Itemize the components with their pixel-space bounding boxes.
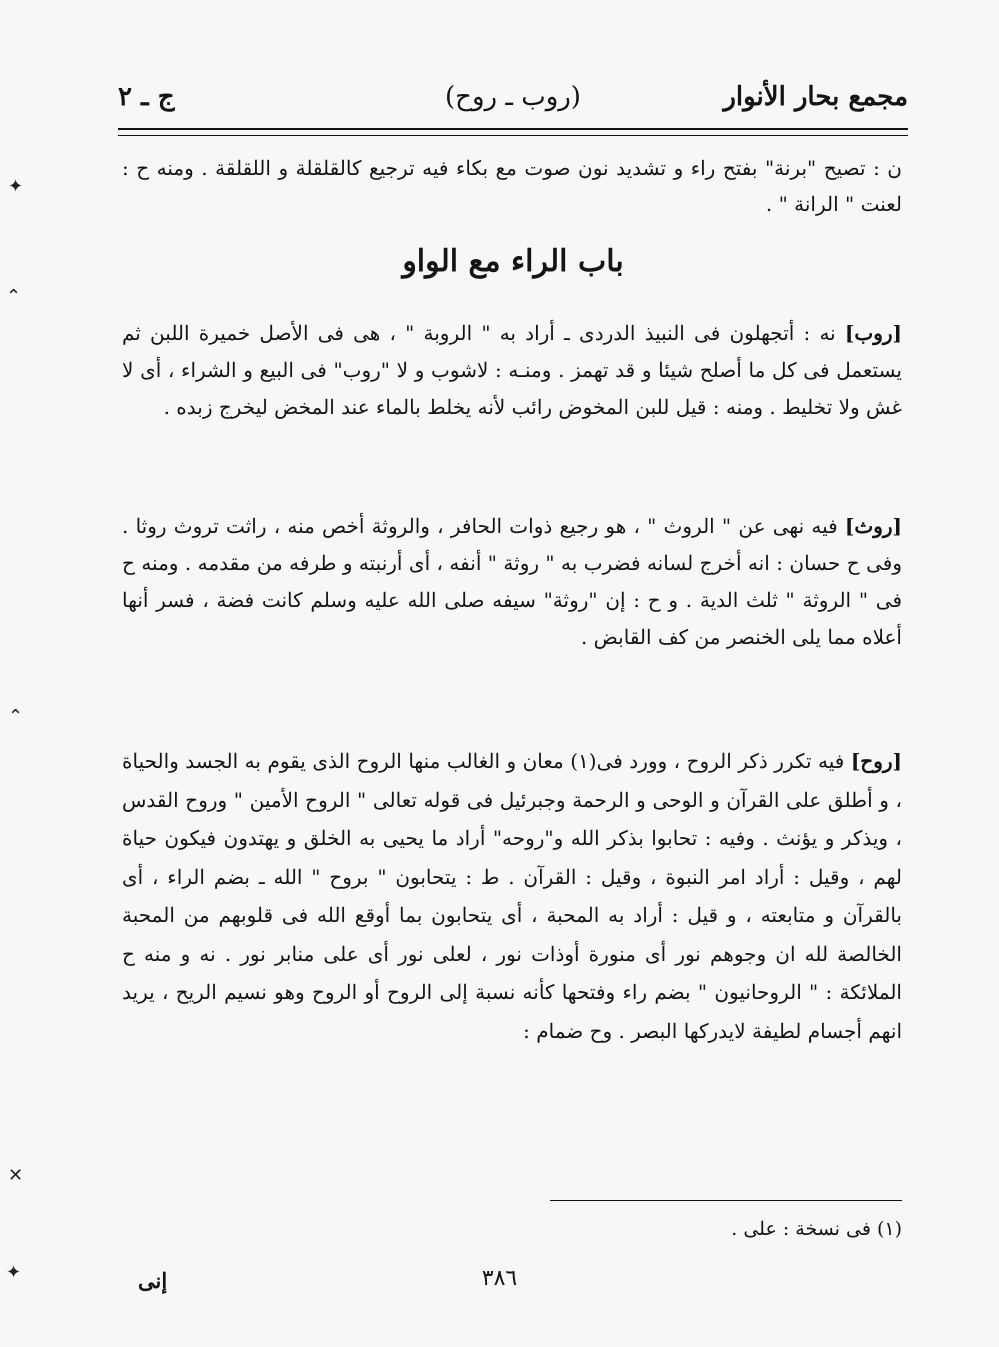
entry-keyword: [روح] [850,749,902,773]
footnote-rule [550,1200,902,1201]
entry-rawth [122,508,902,656]
entry-text: نه : أتجهلون فى النبيذ الدردى ـ أراد به " الروبة " ، هى فى الأصل خميرة اللبن ثم يستعمل فى كل ما أصلح شيئا و قد تهمز . ومنـه : لاشوب و لا "روب" فى البيع و الشراء ، أى لا غش ولا تخليط . ومنه : قيل للبن المخوض رائب لأنه يخلط بالماء عند المخض ليخرج زبده . [122,321,902,419]
entry-paragraph [122,315,902,426]
book-title: مجمع بحار الأنوار [723,82,908,112]
entry-keyword: [روث] [844,514,902,538]
page-number: ٣٨٦ [481,1266,518,1291]
chapter-title: باب الراء مع الواو [402,244,624,279]
intro-paragraph [122,150,902,222]
entry-text: فيه تكرر ذكر الروح ، وورد فى(١) معان و الغالب منها الروح الذى يقوم به الجسد والحياة ، و أطلق على القرآن و الوحى و الرحمة وجبرئيل فى قوله تعالى " الروح الأمين " وروح القدس ، ويذكر و يؤنث . وفيه : تحابوا بذكر الله و"روحه" أراد ما يحيى به الخلق و يهتدون فيكون حياة لهم ، وقيل : أراد امر النبوة ، وقيل : القرآن . ط : يتحابون " بروح " الله ـ بضم الراء ، أى بالقرآن و متابعته ، و قيل : أراد به المحبة ، أى يتحابون بما أوقع الله فى قلوبهم من المحبة الخالصة لله ان وجوهم نور أى منورة أوذات نور ، لعلى نور أى على منابر نور . نه و منه ح الملائكة : " الروحانيون " بضم راء وفتحها كأنه نسبة إلى الروح أو الروح وهو نسيم الريح ، يريد انهم أجسام لطيفة لايدركها البصر . وح ضمام : [122,749,902,1043]
entry-keyword: [روب] [844,321,902,345]
margin-cross-icon: ✕ [8,1165,24,1186]
entry-rawb [122,315,902,426]
entry-text: فيه نهى عن " الروث " ، هو رجيع ذوات الحافر ، والروثة أخص منه ، راثت تروث روثا . وفى ح حسان : انه أخرج لسانه فضرب به " روثة " أنفه ، أى أرنبته و طرفه من مقدمه . ومنه ح فى " الروثة " ثلث الدية . و ح : إن "روثة" سيفه صلى الله عليه وسلم كانت فضة ، فسر أنها أعلاه مما يلى الخنصر من كف القابض . [122,514,902,649]
header-rule-thin [118,135,908,136]
footnote: (١) فى نسخة : على . [731,1218,902,1240]
margin-mark-icon: ⌃ [6,286,22,307]
section-heading: (روب ـ روح) [445,82,581,112]
entry-rawh [122,742,902,1050]
header-rule-thick [118,128,908,130]
margin-star-icon: ✦ [6,1262,22,1283]
catchword: إنى [138,1268,168,1293]
volume-label: ج ـ ٢ [118,82,175,112]
entry-paragraph [122,508,902,656]
entry-paragraph [122,742,902,1050]
running-header [118,82,908,122]
intro-text: ن : تصيح "برنة" بفتح راء و تشديد نون صوت مع بكاء فيه ترجيع كالقلقلة و اللقلقة . ومنه ح : لعنت " الرانة " . [122,156,902,216]
margin-mark-icon: ⌃ [8,706,24,727]
margin-star-icon: ✦ [8,176,24,197]
